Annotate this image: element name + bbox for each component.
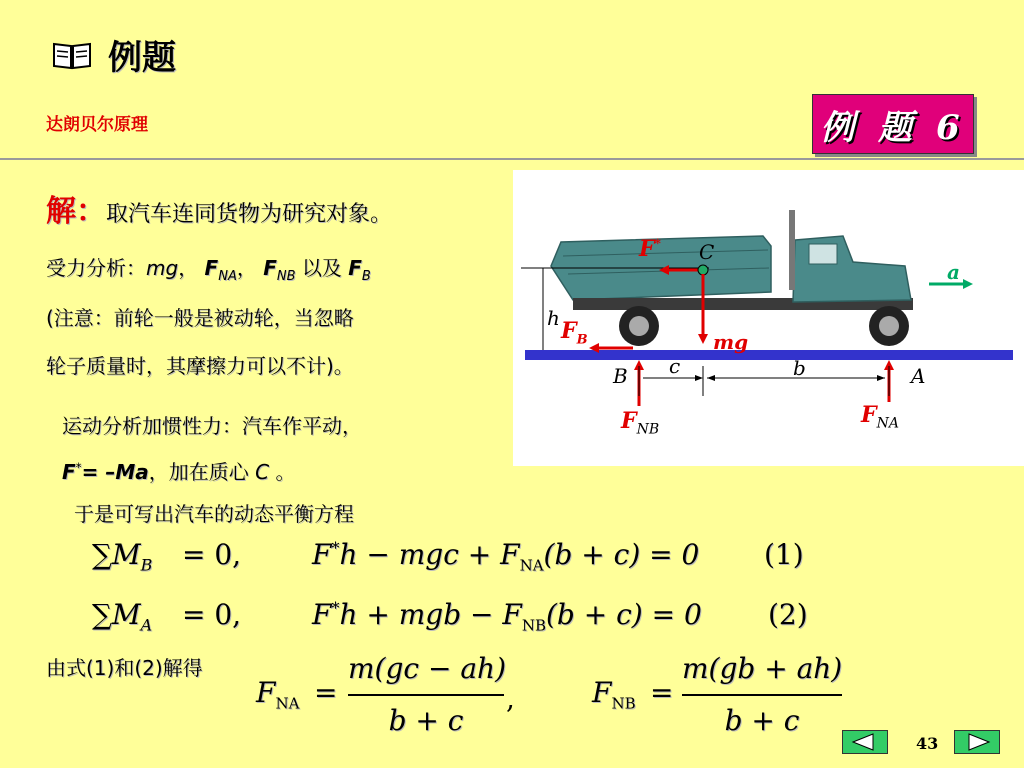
motion-line-1: 运动分析加惯性力：汽车作平动， bbox=[62, 414, 362, 438]
page-number: 43 bbox=[916, 734, 939, 753]
eq2-right-sub: NB bbox=[521, 616, 546, 635]
label-fna-sub: NA bbox=[876, 415, 899, 432]
eq1-right bbox=[312, 538, 699, 575]
example-label: 例 题 6 bbox=[820, 107, 966, 148]
arrowhead bbox=[707, 375, 715, 381]
label-b: b bbox=[793, 356, 806, 380]
res2-eq: = bbox=[650, 676, 674, 709]
eq1-right-c: (b + c) = 0 bbox=[543, 538, 700, 571]
eq2-right-b: h + mgb − F bbox=[339, 598, 522, 631]
force-fb: F bbox=[348, 256, 362, 280]
res1-comma: , bbox=[506, 682, 515, 715]
label-mg: mg bbox=[713, 330, 749, 354]
note-line-1: (注意：前轮一般是被动轮，当忽略 bbox=[46, 306, 354, 330]
label-c: c bbox=[669, 354, 681, 378]
label-fb bbox=[561, 318, 588, 347]
force-fnb-sub: NB bbox=[276, 269, 296, 284]
book-icon bbox=[52, 40, 92, 70]
equilibrium-line: 于是可写出汽车的动态平衡方程 bbox=[74, 502, 354, 526]
label-fnb-sub: NB bbox=[636, 421, 660, 438]
label-fb-sub: B bbox=[576, 332, 588, 348]
motion-line-2 bbox=[62, 456, 295, 485]
solution-line-1 bbox=[46, 186, 392, 230]
eq1-tag: (1) bbox=[764, 538, 804, 571]
res1-lhs-sub: NA bbox=[275, 694, 300, 713]
eq1-left: ∑M bbox=[92, 538, 141, 571]
equation-1 bbox=[92, 538, 152, 575]
eq2-tag: (2) bbox=[768, 598, 808, 631]
res2-lhs: F bbox=[592, 676, 612, 709]
res2-numerator: m(gb + ah) bbox=[682, 652, 843, 685]
res1-numerator: m(gc − ah) bbox=[348, 652, 506, 685]
triangle-left-icon bbox=[843, 731, 887, 753]
equation-2 bbox=[92, 598, 152, 635]
force-fb-sub: B bbox=[361, 269, 371, 284]
eq2-right-sup: * bbox=[331, 598, 340, 618]
sep: ， bbox=[178, 256, 199, 280]
force-label: 受力分析： bbox=[46, 256, 146, 280]
force-fna-sub: NA bbox=[218, 269, 237, 284]
eq1-left-sub: B bbox=[140, 555, 153, 575]
truck-diagram bbox=[513, 170, 1024, 466]
label-fna-text: F bbox=[861, 402, 877, 428]
res1-denominator: b + c bbox=[388, 704, 464, 737]
res1-lhs: F bbox=[256, 676, 276, 709]
solve-label: 由式(1)和(2)解得 bbox=[46, 656, 203, 680]
next-slide-button[interactable] bbox=[954, 730, 1000, 754]
arrowhead bbox=[695, 375, 703, 381]
inertia-text: ，加在质心 bbox=[148, 460, 249, 484]
arrowhead bbox=[698, 334, 708, 344]
note-line-2: 轮子质量时，其摩擦力可以不计)。 bbox=[46, 354, 354, 378]
header-divider bbox=[0, 158, 1024, 160]
inertia-period: 。 bbox=[275, 460, 296, 484]
res1-fraction-bar bbox=[348, 694, 504, 696]
eq2-right-c: (b + c) = 0 bbox=[545, 598, 702, 631]
label-point-a: A bbox=[911, 364, 926, 388]
eq2-right bbox=[312, 598, 702, 635]
label-fstar bbox=[639, 236, 661, 262]
label-fnb-text: F bbox=[621, 408, 637, 434]
res1-eq: = bbox=[314, 676, 338, 709]
page-title: 例题 bbox=[108, 38, 176, 78]
force-analysis-line bbox=[46, 252, 371, 284]
label-c-point: C bbox=[699, 240, 715, 264]
res2-fraction-bar bbox=[682, 694, 842, 696]
example-badge bbox=[812, 94, 974, 154]
label-fna bbox=[861, 402, 899, 431]
force-and: 以及 bbox=[301, 256, 342, 280]
label-h: h bbox=[547, 306, 560, 330]
eq1-right-a: F bbox=[312, 538, 332, 571]
page-subtitle: 达朗贝尔原理 bbox=[46, 115, 148, 135]
arrowhead bbox=[963, 279, 973, 289]
truck-figure bbox=[513, 170, 1024, 466]
label-a: a bbox=[947, 260, 960, 284]
solution-lead: 解： bbox=[46, 194, 106, 229]
force-fnb: F bbox=[263, 256, 277, 280]
inertia-expr: = –Ma bbox=[81, 460, 149, 484]
eq2-left-sub: A bbox=[140, 615, 153, 635]
label-fstar-sup: * bbox=[654, 236, 661, 251]
force-mg: mg bbox=[146, 256, 179, 280]
sep: ， bbox=[236, 256, 257, 280]
label-fb-text: F bbox=[561, 318, 577, 344]
cab-window bbox=[809, 244, 837, 264]
eq1-right-sub: NA bbox=[519, 556, 544, 575]
triangle-right-icon bbox=[955, 731, 999, 753]
res2-lhs-sub: NB bbox=[611, 694, 636, 713]
solution-text-1: 取汽车连同货物为研究对象。 bbox=[106, 202, 393, 227]
eq2-right-a: F bbox=[312, 598, 332, 631]
force-fna: F bbox=[204, 256, 219, 280]
prev-slide-button[interactable] bbox=[842, 730, 888, 754]
inertia-star: * bbox=[75, 460, 82, 475]
front-hub bbox=[879, 316, 899, 336]
eq1-right-sup: * bbox=[331, 538, 340, 558]
eq2-mid: = 0, bbox=[182, 598, 242, 631]
eq2-left: ∑M bbox=[92, 598, 141, 631]
eq1-right-b: h − mgc + F bbox=[339, 538, 520, 571]
result-2-lhs bbox=[592, 676, 636, 713]
inertia-C: C bbox=[255, 460, 270, 484]
center-of-mass-dot bbox=[698, 265, 708, 275]
label-fstar-text: F bbox=[639, 236, 655, 262]
eq1-mid: = 0, bbox=[182, 538, 242, 571]
arrowhead bbox=[877, 375, 885, 381]
label-fnb bbox=[621, 408, 659, 437]
exhaust-pipe bbox=[789, 210, 795, 290]
res2-denominator: b + c bbox=[724, 704, 800, 737]
rear-hub bbox=[629, 316, 649, 336]
inertia-F: F bbox=[62, 460, 76, 484]
label-point-b: B bbox=[613, 364, 628, 388]
result-1-lhs bbox=[256, 676, 299, 713]
